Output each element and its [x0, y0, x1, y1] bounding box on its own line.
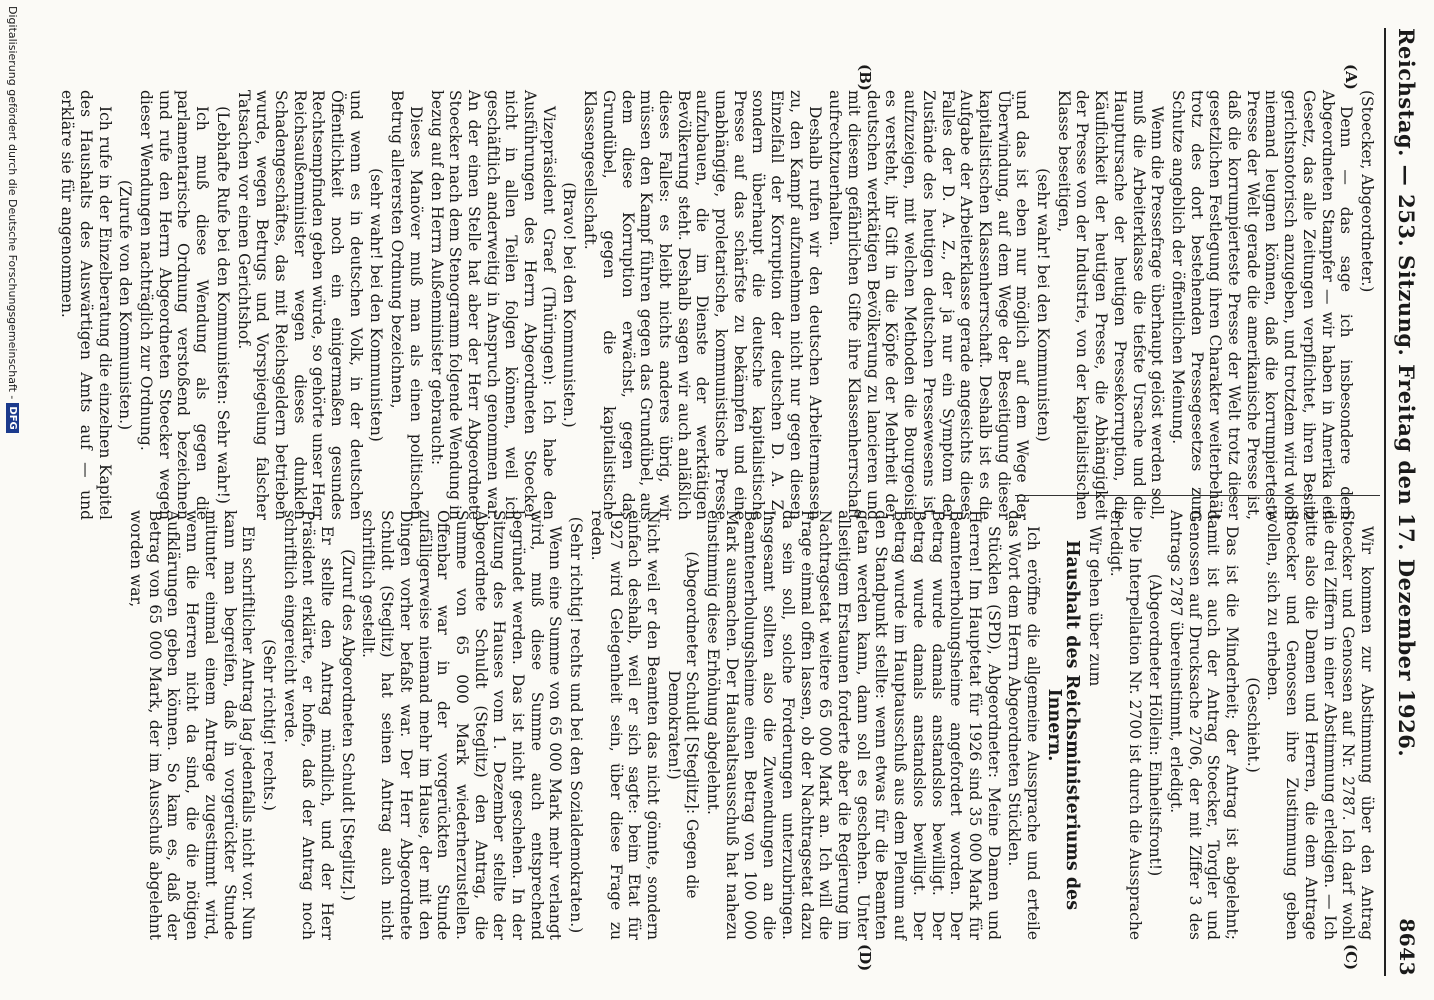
dfg-logo: DFG [7, 403, 20, 432]
left-column [55, 90, 1376, 520]
interjection: (Geschieht.) [1243, 677, 1262, 773]
interjection: (sehr wahr! bei den Kommunisten) [367, 168, 386, 442]
paragraph: Deshalb rufen wir den deutschen Arbeitermassen zu, den Kampf aufzunehmen nicht nur gegen diesen Einzelfall der Korruption der deutschen D. A. Z., sondern überhaupt die deutsche kapitalistische Presse auf das schärfste zu bekämpfen und eine unabhängige, proletarische, kommunistische Presse aufzubauen, die im Dienste der werktätigen Bevölkerung steht. Deshalb sagen wir auch anläßlich dieses Falles: es bleibt nichts anderes übrig, wir müssen den Kampf führen gegen das Grundübel, aus dem diese Korruption erwächst, gegen das Grundübel, gegen die kapitalistische Klassengesellschaft. [581, 90, 824, 520]
quotation: und wenn es in deutschen Volk, in der deutschen Öffentlichkeit noch ein einigermaßen gesundes Rechtsempfinden geben würde, so gehörte unser Herr Reichsaußenminister wegen dieses dunklen Schadengeschäftes, das mit Reichsgeldern betrieben wurde, wegen Betrugs und Vorspiegelung falscher Tatsachen vor einen Gerichtshof. [234, 90, 365, 520]
quotation: Dieses Manöver muß man als einen politischen Betrug allerersten Ordnung bezeichnen, [388, 90, 425, 520]
interjection: (Sehr richtig! rechts.) [259, 639, 278, 811]
page-header-title: Reichstag. — 253. Sitzung. Freitag den 17. Dezember 1926. [1394, 28, 1420, 758]
paragraph: Wenn die Pressefrage überhaupt gelöst werden soll, muß die Arbeiterklasse die tiefste Ursache und die Hauptursache der heutigen Pressekorruption, die Käuflichkeit der heutigen Presse, die Abhängigkeit der Presse von der Industrie, von der kapitalistischen Klasse beseitigen, [1054, 90, 1167, 520]
footer-text: Digitalisierung gefördert durch die Deutsche Forschungsgemeinschaft - [6, 6, 20, 400]
margin-marker-c: (C) [1342, 944, 1360, 971]
page-number: 8643 [1395, 918, 1419, 976]
section-heading: Haushalt des Reichsministeriums des Innern. [1043, 539, 1083, 911]
speaker-line: (Stoecker, Abgeordneter.) [1358, 90, 1376, 293]
paragraph: Wir kommen zur Abstimmung über den Antrag Stoecker und Genossen auf Nr. 2787. Ich darf wohl die drei Ziffern in einer Abstimmung erledigen. — Ich bitte also die Damen und Herren, die dem Antrage Stoecker und Genossen ihre Zustimmung geben wollen, sich zu erheben. [1264, 510, 1376, 940]
page-header [1390, 28, 1424, 976]
paragraph: Wir gehen über zum [1086, 526, 1105, 687]
paragraph: Stücklen (SPD), Abgeordneter: Meine Damen und Herren! Im Hauptetat für 1926 sind 35 000 Mark für Beamtenerholungsheime angefordert worden. Der Betrag wurde damals anstandslos bewilligt. Der Betrag wurde damals anstandslos bewilligt. Der Betrag wurde im Hauptausschuß aus dem Plenum auf den Standpunkt stellte: wenn etwas für die Beamten getan werden kann, dann soll es geschehen. Unter allseitigem Erstaunen forderte aber die Regierung im Nachtragsetat weitere 65 000 Mark an. Ich will die Frage einmal offen lassen, ob der Nachtragsetat dazu da sein soll, solche Forderungen unterzubringen. Insgesamt sollten also die Zuwendungen an die Beamtenerholungsheime einen Betrag von 100 000 Mark ausmachen. Der Haushaltsausschuß hat nahezu einstimmig diese Erhöhung abgelehnt. [704, 510, 1003, 940]
paragraph: Ein schriftlicher Antrag lag jedenfalls nicht vor. Nun kann man begreifen, daß in vorgerückter Stunde mitunter einmal einem Antrage zugestimmt wird, wenn die Herren nicht da sind, die die nötigen Aufklärungen geben können. So kam es, daß der Betrag von 65 000 Mark, der im Ausschuß abgelehnt worden war, [127, 510, 258, 940]
paragraph: Vizepräsident Graef (Thüringen): Ich habe den Ausführungen des Herrn Abgeordneten Stoecker nicht in allen Teilen folgen können, weil ich geschäftlich anderweitig in Anspruch genommen war. An der einen Stelle hat aber der Herr Abgeordnete Stoecker nach dem Stenogramm folgende Wendung in bezug auf den Herrn Außenminister gebraucht: [427, 90, 558, 520]
paragraph: Ich muß diese Wendung als gegen die parlamentarische Ordnung verstoßend bezeichnen und rufe den Herrn Abgeordneten Stoecker wegen dieser Wendungen nachträglich zur Ordnung. [137, 90, 212, 520]
header-rule [1384, 28, 1386, 976]
paragraph: Die Interpellation Nr. 2700 ist durch die Aussprache erledigt. [1106, 510, 1144, 940]
paragraph: Das ist die Minderheit; der Antrag ist abgelehnt; damit ist auch der Antrag Stoecker, Torgler und Genossen auf Drucksache 2706, der mit Ziffer 3 des Antrags 2787 übereinstimmt, erledigt. [1166, 510, 1242, 940]
interjection: (Bravo! bei den Kommunisten.) [560, 182, 579, 428]
interjection: (Lebhafte Rufe bei den Kommunisten: Sehr wahr!) [213, 106, 232, 504]
paragraph: Ich eröffne die allgemeine Aussprache und erteile das Wort dem Herrn Abgeordneten Stücklen. [1005, 510, 1043, 940]
paragraph: Nicht weil er den Beamten das nicht gönnte, sondern einfach deshalb, weil er sich sagte: beim Etat für 1927 wird Gelegenheit sein, über diese Frage zu reden. [587, 510, 662, 940]
interjection: (Zuruf des Abgeordneten Schuldt [Steglitz].) [338, 549, 357, 901]
paragraph: Ich rufe in der Einzelberatung die einzelnen Kapitel des Haushalts des Auswärtigen Amts auf — und erkläre sie für angenommen. [58, 90, 114, 520]
digitization-footer [2, 0, 24, 1000]
margin-marker-a: (A) [1342, 64, 1360, 90]
paragraph: und das ist eben nur möglich auf dem Wege der Überwindung, auf dem Wege der Beseitigung dieser kapitalistischen Klassenherrschaft. Deshalb ist es die Aufgabe der Arbeiterklasse gerade angesichts dieses Falles der D. A. Z., der ja nur ein Symptom der Zustände des heutigen deutschen Pressewesens ist, aufzuzeigen, mit welchen Methoden die Bourgeoisie es versteht, ihr Gift in die Köpfe der Mehrheit der deutschen werktätigen Bevölkerung zu lancieren und mit diesem gefährlichen Gifte ihre Klassenherrschaft aufrechtzuerhalten. [826, 90, 1032, 520]
paragraph: Er stellte den Antrag mündlich, und der Herr Präsident erklärte, er hoffe, daß der Antrag noch schriftlich eingereicht werde. [280, 510, 337, 940]
interjection: (Abgeordneter Schuldt [Steglitz]: Gegen die Demokraten!) [664, 551, 702, 899]
interjection: (Zurufe von den Kommunisten.) [116, 179, 135, 431]
margin-marker-b: (B) [856, 64, 874, 91]
interjection: (Sehr richtig! rechts und bei den Sozialdemokraten.) [567, 516, 586, 934]
interjection: (sehr wahr! bei den Kommunisten) [1034, 168, 1053, 442]
interjection: (Abgeordneter Höllein: Einheitsfront!) [1146, 573, 1165, 877]
right-column [124, 510, 1376, 940]
paragraph: Wenn eine Summe von 65 000 Mark mehr verlangt wird, muß diese Summe auch entsprechend begründet werden. Das ist nicht geschehen. In der Sitzung des Hauses vom 1. Dezember stellte der Abgeordnete Schuldt (Steglitz) den Antrag, die Summe von 65 000 Mark wiederherzustellen. Offenbar war in der vorgerückten Stunde zufälligerweise niemand mehr im Hause, der mit den Dingen vorher befaßt war. Der Herr Abgeordnete Schuldt (Steglitz) hat seinen Antrag auch nicht schriftlich gestellt. [359, 510, 565, 940]
paragraph: Denn — das sage ich insbesondere dem Abgeordneten Stampfer — wir haben in Amerika ein Gesetz, das alle Zeitungen verpflichtet, ihren Besitz gerichtsnotorisch anzugeben, und trotzdem wird wohl niemand leugnen können, daß die korrumpierteste Presse der Welt gerade die amerikanische Presse ist, daß die korrumpierteste Presse der Welt trotz dieser gesetzlichen Festlegung ihren Charakter weiterbehält trotz des dort bestehenden Pressegesetzes zum Schutze angeblich der öffentlichen Meinung. [1168, 90, 1356, 520]
margin-marker-d: (D) [856, 944, 874, 972]
